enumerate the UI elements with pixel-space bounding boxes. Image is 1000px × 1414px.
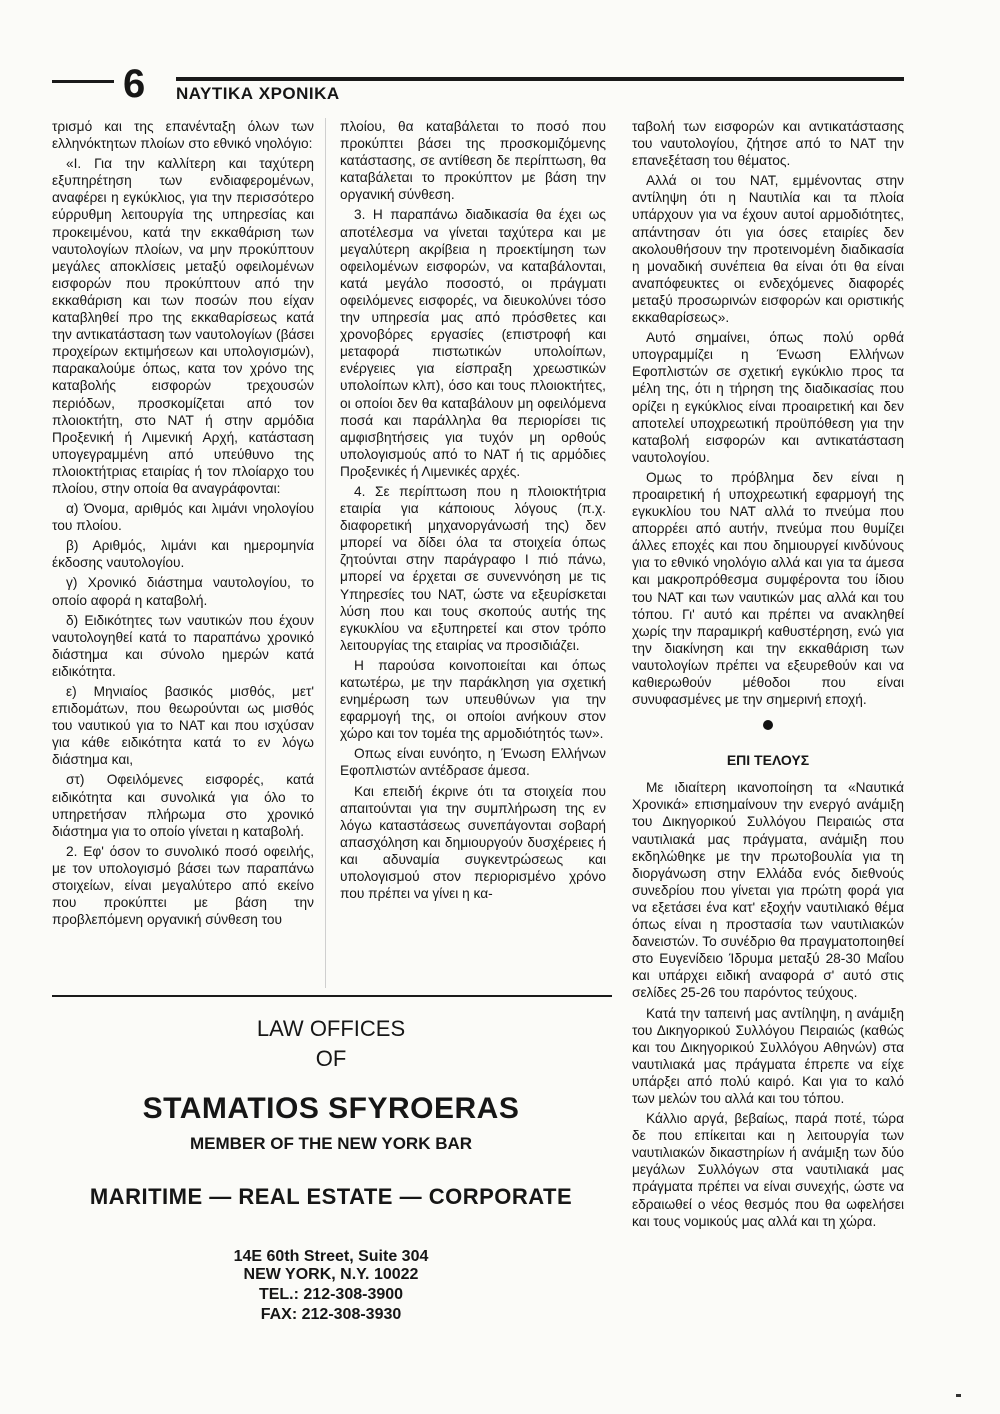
paragraph: Η παρούσα κοινοποιείται και όπως κατωτέρω, με την παράκληση για σχετική ενημέρωση των υπευθύνων για την εφαρμογή της, οι οποίοι ανήκουν στον χώρο και τον τομέα της αρμοδιότητός των». <box>340 657 606 742</box>
paragraph: β) Αριθμός, λιμάνι και ημερομηνία έκδοσης ναυτολογίου. <box>52 538 314 571</box>
paragraph: γ) Χρονικό διάστημα ναυτολογίου, το οποίο αφορά η καταβολή. <box>52 575 314 608</box>
column-divider <box>325 118 326 988</box>
paragraph: τρισμό και της επανένταξη όλων των ελληνόκτητων πλοίων στο εθνικό νηολόγιο: <box>52 119 314 152</box>
law-office-advertisement <box>52 1000 610 1340</box>
paragraph: Αλλά οι του ΝΑΤ, εμμένοντας στην αντίληψη ότι η Ναυτιλία και τα πλοία υπάρχουν για να έχουν αυτοί αρμοδιότητες, απάντησαν ότι για όσες εταιρίες δεν ακολουθήσουν την προτεινομένη διαδικασία η μοναδική συνέπεια θα είναι ότι θα είναι αναπόφευκτες οι ενδεχόμενες διαφορές μεταξύ προσωρινών εισφορών και οριστικής εκκαθαρίσεως». <box>632 173 904 326</box>
paragraph: Αυτό σημαίνει, όπως πολύ ορθά υπογραμμίζει η Ένωση Ελλήνων Εφοπλιστών σε σχετική εγκύκλιο προς τα μέλη της, ότι η τήρηση της διαδικασίας που ορίζει η εγκύκλιος είναι προαιρετική και δεν αποτελεί υποχρεωτική προϋπόθεση για την καταβολή εισφορών και αντικατάσταση ναυτολογίου. <box>632 330 904 465</box>
paragraph: «Ι. Για την καλλίτερη και ταχύτερη εξυπηρέτηση των ενδιαφερομένων, αναφέρει η εγκύκλιος, για την περισσότερο εύρρυθμη λειτουργία της υπηρεσίας και προκειμένου, κατά την εκκαθάριση των ναυτολογίων πλοίων, να μην προκύπτουν μεγάλες αποκλίσεις μεταξύ οφειλομένων εισφορών που προκύπτουν από την εκκαθάριση και των ποσών που είχαν καταβληθεί προ της εκκαθαρίσεως κατά την αντικατάσταση των ναυτολογίων (βάσει προχείρων εκτιμήσεων και υπολογισμών), παρακαλούμε όπως, κατα τον χρόνο της καταβολής εισφορών τρεχουσών περιόδων, προσκομίζεται από τον πλοιοκτήτη, στο ΝΑΤ ή στην αρμόδια Προξενική ή Λιμενική Αρχή, κατάσταση υπογεγραμμένη από υπεύθυνο της πλοιοκτήτριας εταιρίας ή τον πλοίαρχο του πλοίου, στην οποία θα αναγράφονται: <box>52 156 314 496</box>
ad-attorney-name: STAMATIOS SFYROERAS <box>142 1092 520 1125</box>
paragraph: Και επειδή έκρινε ότι τα στοιχεία που απαιτούνται για την συμπλήρωση της εν λόγω καταστάσεως συνεπάγονται σοβαρή απασχόληση και δημιουργούν δυσχέρειες ή και αδυναμία συγκεντρώσεως και υπολογισμού στον περιορισμένο χρόνο που πρέπει να γίνει η κα- <box>340 783 606 902</box>
paragraph: 4. Σε περίπτωση που η πλοιοκτήτρια εταιρία για κάποιους λόγους (π.χ. διαφορετική μηχανοργάνωσή της) δεν μπορεί να δίδει όλα τα στοιχεία όπως ζητούνται στην παράγραφο Ι πιό πάνω, μπορεί να έρχεται σε συνεννόηση με τις Υπηρεσίες του ΝΑΤ, ώστε να εξευρίσκεται λύση που και τους σκοπούς αυτής της εγκυκλίου να εξυπηρετεί και στον τρόπο λειτουργίας της εταιρίας να προσιδιάζει. <box>340 483 606 653</box>
ad-practice-areas: MARITIME — REAL ESTATE — CORPORATE <box>89 1184 573 1209</box>
paragraph: Κάλλιο αργά, βεβαίως, παρά ποτέ, τώρα δε που επίκειται και η λειτουργία των ναυτιλιακών δικαστηρίων ή ανάμιξη των δύο μεγάλων Συλλόγων στα ναυτιλιακά μας πράγματα πρέπει να είναι συνεχής, ώστε να εδραιωθεί ο νέος θεσμός που θα ωφελήσει και τους νομικούς μας αλλά και τη χώρα. <box>632 1111 904 1229</box>
scan-edge-mark <box>956 1394 961 1397</box>
article-column-3 <box>632 118 904 1233</box>
paragraph: στ) Οφειλόμενες εισφορές, κατά ειδικότητα και συνολικά για όλο το υπηρετήσαν πλήρωμα στο χρονικό διάστημα για το οποίο γίνεται η καταβολή. <box>52 772 314 839</box>
paragraph: ε) Μηνιαίος βασικός μισθός, μετ' επιδομάτων, που θεωρούνται ως μισθός του ναυτικού για το ΝΑΤ και που ισχύσαν για κάθε ειδικότητα κατά το εν λόγω διάστημα και, <box>52 684 314 768</box>
advertisement-top-rule <box>52 995 612 997</box>
header-rule-right <box>176 77 904 81</box>
ad-line-of: OF <box>315 1046 347 1071</box>
ad-line-law-offices: LAW OFFICES <box>256 1016 406 1041</box>
paragraph: ταβολή των εισφορών και αντικατάστασης του ναυτολογίου, ζήτησε από το ΝΑΤ την επανεξέταση του θέματος. <box>632 119 904 169</box>
paragraph: α) Όνομα, αριθμός και λιμάνι νηολογίου του πλοίου. <box>52 501 314 534</box>
ad-telephone: TEL.: 212-308-3900 <box>258 1286 404 1303</box>
paragraph: δ) Ειδικότητες των ναυτικών που έχουν ναυτολογηθεί κατά το παραπάνω χρονικό διάστημα και σύνολο ημερών κατά ειδικότητα. <box>52 612 314 679</box>
ad-fax: FAX: 212-308-3930 <box>260 1306 402 1323</box>
paragraph: 2. Εφ' όσον το συνολικό ποσό οφειλής, με τον υπολογισμό βάσει των παραπάνω στοιχείων, είναι μεγαλύτερο από εκείνο που προκύπτει με βάση την προβλεπόμενη οργανική σύνθεση του <box>52 843 314 928</box>
ad-bar-membership: MEMBER OF THE NEW YORK BAR <box>189 1134 473 1153</box>
paragraph: 3. Η παραπάνω διαδικασία θα έχει ως αποτέλεσμα να γίνεται ταχύτερα και με μεγαλύτερη ακρίβεια η προεκτίμηση των οφειλομένων εισφορών, να καταβάλονται, κατά μεγάλο ποσοστό, οι πράγματι οφειλόμενες εισφορές, να διευκολύνει τόσο την υπηρεσία μας από πρόσθετες και χρονοβόρες εργασίες (επιστροφή και μεταφορά πιστωτικών υπολοίπων, ενέργειες για είσπραξη χρεωστικών υπολοίπων κλπ), όσο και τους πλοιοκτήτες, οι οποίοι δεν θα καταβάλουν μη οφειλόμενα ποσά και παράλληλα θα περιορίσει τις αμφισβητήσεις για τυχόν μη ορθούς υπολογισμούς από το ΝΑΤ ή τις αρμόδιες Προξενικές ή Λιμενικές αρχές. <box>340 207 606 479</box>
newspaper-title: ΝΑΥΤΙΚΑ ΧΡΟΝΙΚΑ <box>176 84 340 103</box>
article-column-1 <box>52 118 314 931</box>
ad-street-address: 14E 60th Street, Suite 304 <box>233 1248 429 1265</box>
page-number: 6 <box>123 62 146 106</box>
paragraph: Κατά την ταπεινή μας αντίληψη, η ανάμιξη του Δικηγορικού Συλλόγου Πειραιώς (καθώς και του Δικηγορικού Συλλόγου Αθηνών) στα ναυτιλιακά μας πράγματα έπρεπε να είχε υπάρξει από πολύ καιρό. Και για το καλό των μελών του αλλά και του τόπου. <box>632 1005 904 1106</box>
section-bullet <box>763 720 773 730</box>
section-heading: ΕΠΙ ΤΕΛΟΥΣ <box>726 752 810 769</box>
paragraph: Με ιδιαίτερη ικανοποίηση τα «Ναυτικά Χρονικά» επισημαίνουν την ενεργό ανάμιξη του Δικηγορικού Συλλόγου Πειραιώς στα ναυτιλιακά μας πράγματα, ανάμιξη που εκδηλώθηκε με την πρωτοβουλία για τη διοργάνωση στην Ελλάδα ενός διεθνούς συνεδρίου που γίνεται για πρώτη φορά για να εξετάσει ένα κατ' εξοχήν ναυτιλιακό θέμα όπως είναι η προστασία των ναυτιλιακών δανειστών. Το συνέδριο θα πραγματοποιηθεί στο Ευγενίδειο Ίδρυμα μεταξύ 28-30 Μαΐου και υπάρχει ειδική αναφορά σ' αυτό στις σελίδες 25-26 του παρόντος τεύχους. <box>632 780 904 1001</box>
paragraph: Ομως το πρόβλημα δεν είναι η προαιρετική ή υποχρεωτική εφαρμογή της εγκυκλίου του ΝΑΤ αλλά το πνεύμα που απορρέει από αυτήν, πνεύμα που θυμίζει άλλες εποχές και που δημιουργεί κινδύνους για το εθνικό νηολόγιο αλλά και για τα άμεσα και μακροπρόθεσμα συμφέροντα του ίδιου του ΝΑΤ και των ναυτικών μας αλλά και του τόπου. Γι' αυτό και πρέπει να ανακληθεί χωρίς την παραμικρή καθυστέρηση, ενώ για την διακίνηση και την εκκαθάριση των ναυτολογίων πρέπει να εξευρεθούν και να καθιερωθούν μέθοδοι που είναι συνυφασμένες με την σημερινή εποχή. <box>632 469 904 708</box>
paragraph: Οπως είναι ευνόητο, η Ένωση Ελλήνων Εφοπλιστών αντέδρασε άμεσα. <box>340 746 606 779</box>
header-rule-left <box>52 80 114 83</box>
paragraph: πλοίου, θα καταβάλεται το ποσό που προκύπτει βάσει της προσκομιζόμενης κατάστασης, σε αντίθεση δε περίπτωση, θα καταβάλεται το προκύπτον με βάση την οργανική σύνθεση. <box>340 119 606 203</box>
article-column-2 <box>340 118 606 905</box>
ad-city-address: NEW YORK, N.Y. 10022 <box>243 1266 419 1283</box>
